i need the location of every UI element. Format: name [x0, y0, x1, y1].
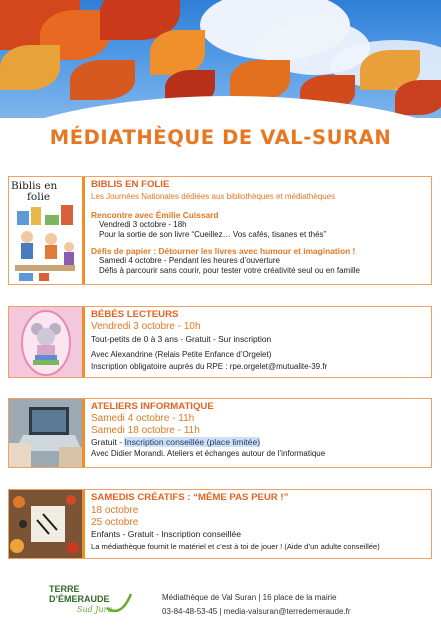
section-info: La médiathèque fournit le matériel et c’est à toi de jouer ! (Aide d’un adulte conseillée): [91, 542, 380, 551]
accent-bar: [82, 177, 85, 284]
section-date: 25 octobre: [91, 516, 139, 528]
section-heading: SAMEDIS CRÉATIFS : “MÊME PAS PEUR !”: [91, 492, 289, 503]
price-label: Gratuit -: [91, 437, 125, 447]
accent-bar: [82, 399, 85, 467]
event-title-rencontre: Rencontre avec Émilie Cuissard: [91, 210, 219, 220]
registration-highlight: Inscription conseillée (place limitée): [124, 437, 261, 447]
ateliers-informatique-image: [9, 399, 82, 467]
footer-address: Médiathèque de Val Suran | 16 place de la mairie: [162, 593, 337, 602]
bebes-lecteurs-image: [9, 307, 82, 377]
thumb-title-line2: folie: [27, 191, 51, 203]
section-info: Avec Didier Morandi. Ateliers et échanges autour de l’informatique: [91, 449, 326, 458]
section-heading: ATELIERS INFORMATIQUE: [91, 401, 214, 412]
craft-materials-icon: [9, 490, 82, 558]
samedis-creatifs-image: [9, 490, 82, 558]
event-title-defis: Défis de papier : Détourner les livres avec humour et imagination !: [91, 246, 356, 256]
section-info: Avec Alexandrine (Relais Petite Enfance d’Orgelet): [91, 349, 272, 359]
section-samedis-creatifs: [8, 489, 432, 559]
section-heading: BIBLIS EN FOLIE: [91, 179, 170, 190]
section-date: Samedi 4 octobre - 11h: [91, 413, 195, 424]
section-ateliers-informatique: [8, 398, 432, 468]
event-description: Défis à parcourir sans courir, pour tester votre créativité seul ou en famille: [99, 266, 361, 275]
footer-phone-email: 03-84-48-53-45 | media-valsuran@terredemeraude.fr: [162, 607, 351, 616]
section-bebes-lecteurs: [8, 306, 432, 378]
biblis-en-folie-image: [9, 177, 82, 284]
header-photo-autumn-leaves: [0, 0, 441, 118]
event-date: Vendredi 3 octobre - 18h: [99, 220, 187, 229]
illustration-readers-icon: [9, 177, 82, 284]
mouse-reading-icon: [9, 307, 82, 377]
laptop-photo-icon: [9, 399, 82, 467]
logo-text-emeraude: D’ÉMERAUDE: [49, 594, 110, 604]
section-date: Samedi 18 octobre - 11h: [91, 424, 200, 436]
section-subtitle: Les Journées Nationales dédiées aux bibliothèques et médiathèques: [91, 192, 336, 201]
event-description: Pour la sortie de son livre “Cueillez… Vos cafés, tisanes et thés”: [99, 230, 327, 239]
section-heading: BÉBÉS LECTEURS: [91, 309, 179, 320]
page-title: MÉDIATHÈQUE DE VAL-SURAN: [49, 126, 392, 149]
section-biblis-en-folie: [8, 176, 432, 285]
section-date: Vendredi 3 octobre - 10h: [91, 321, 201, 332]
accent-bar: [82, 490, 85, 558]
section-info: Enfants - Gratuit - Inscription conseillée: [91, 529, 241, 539]
terre-emeraude-logo: [47, 584, 133, 624]
section-date: 18 octobre: [91, 505, 139, 516]
logo-text-sud-jura: Sud Jura: [77, 605, 113, 614]
event-date: Samedi 4 octobre - Pendant les heures d’ouverture: [99, 256, 280, 265]
accent-bar: [82, 307, 85, 377]
registration-info: Inscription obligatoire auprès du RPE : rpe.orgelet@mutualite-39.fr: [91, 361, 328, 371]
thumb-title-line1: Biblis en: [11, 180, 58, 192]
logo-text-terre: TERRE: [49, 584, 80, 594]
footer-contact: [162, 591, 351, 619]
section-info: Tout-petits de 0 à 3 ans - Gratuit - Sur inscription: [91, 333, 272, 344]
